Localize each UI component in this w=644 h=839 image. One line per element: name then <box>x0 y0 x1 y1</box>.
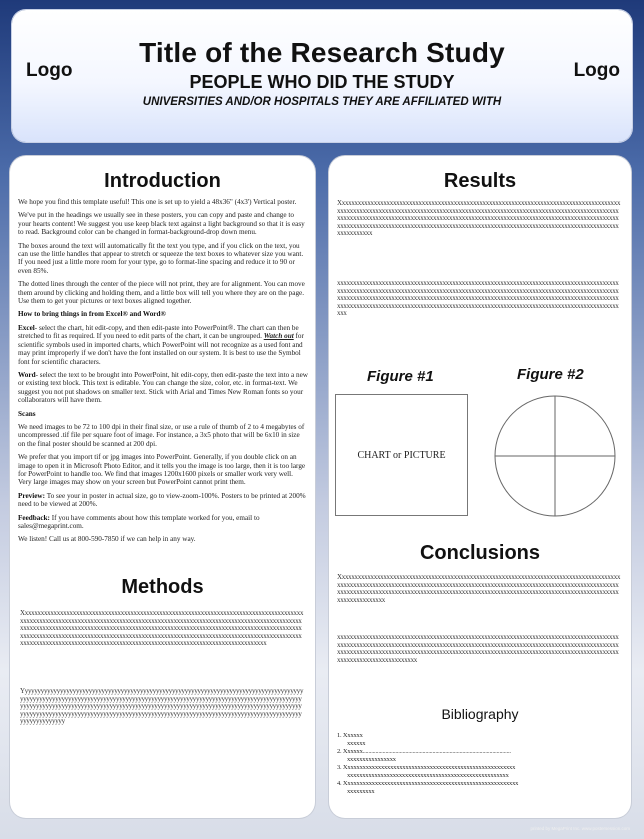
poster-affiliations: UNIVERSITIES AND/OR HOSPITALS THEY ARE AFFILIATED WITH <box>142 96 502 108</box>
methods-text-block-2: Yyyyyyyyyyyyyyyyyyyyyyyyyyyyyyyyyyyyyyyyyyyyyyyyyyyyyyyyyyyyyyyyyyyyyyyyyyyyyyyyyyyyyyyyyyyyyyyyyyyyyyyyyyyyyyyyyyyyyyyyyyyyyyyyyyyyyyyyyyyyyyyyyyyyyyyyyyyyyyyyyyyyyyyyyyyyyyyyyyyyyyyyyyyyyyyyyyyyyyyyyyyyyyyyyyyyyyyyyyyyyyyyyyyyyyyyyyyyyyyyyyyyyyyyyyyyyyyyyyyyyyyyyyyyyyyyyyyyyyyyyyyyyyyyyyyyyyyyyyyyyyyyyyyyyyyyyyyyyyyyyyyyyyyyyyyyyyyyyyyyyyyyyyyyyyyyyyyyyyyyyyyyyy <box>20 688 304 726</box>
conclusions-heading: Conclusions <box>419 542 540 564</box>
word-paragraph <box>18 371 308 405</box>
methods-heading: Methods <box>121 576 204 598</box>
results-heading: Results <box>443 170 517 192</box>
excel-text-2: for scientific symbols used in imported charts, which PowerPoint will not recognize as a used font and may print improperly if we don't have the font installed on our system. It is best to use the Symbol font for scientific characters. <box>18 332 304 366</box>
poster-header <box>12 10 632 142</box>
howto-heading: How to bring things in from Excel® and Word® <box>18 310 166 319</box>
bibliography-entry: 3. Xxxxxxxxxxxxxxxxxxxxxxxxxxxxxxxxxxxxxxxxxxxxxxxxxxxxxxxx <box>337 764 516 771</box>
watch-out-text: Watch out <box>263 332 294 341</box>
scans-heading: Scans <box>18 409 36 418</box>
figure-2-label: Figure #2 <box>517 366 584 383</box>
results-text-block-1: Xxxxxxxxxxxxxxxxxxxxxxxxxxxxxxxxxxxxxxxxxxxxxxxxxxxxxxxxxxxxxxxxxxxxxxxxxxxxxxxxxxxxxxxxxxxxxxxxxxxxxxxxxxxxxxxxxxxxxxxxxxxxxxxxxxxxxxxxxxxxxxxxxxxxxxxxxxxxxxxxxxxxxxxxxxxxxxxxxxxxxxxxxxxxxxxxxxxxxxxxxxxxxxxxxxxxxxxxxxxxxxxxxxxxxxxxxxxxxxxxxxxxxxxxxxxxxxxxxxxxxxxxxxxxxxxxxxxxxxxxxxxxxxxxxxxxxxxxxxxxxxxxxxxxxxxxxxxxxxxxxxxxxxxxxxxxxxxxxxxxxxxxxxxxxxxxxxxxxxxxxxx <box>337 200 621 238</box>
bibliography-entry: 1. Xxxxxx <box>337 732 363 739</box>
figure-1-placeholder <box>335 394 468 516</box>
feedback-paragraph <box>18 514 308 531</box>
intro-paragraph: The boxes around the text will automatically fit the text you type, and if you click on the text, you can use the little handles that appear to stretch or squeeze the text boxes to whatever size you want. If you need just a little more room for your type, go to format-line spacing and reduce it to 90 or even 85%. <box>18 241 304 275</box>
intro-paragraph: We hope you find this template useful! This one is set up to yield a 48x36" (4x3') Vertical poster. <box>18 198 297 206</box>
bibliography-entry-continuation: xxxxxxxxxxxxxxxx <box>347 756 396 763</box>
introduction-heading: Introduction <box>104 170 221 192</box>
bibliography-entry-continuation: xxxxxx <box>347 740 366 747</box>
preview-label: Preview: <box>18 491 46 500</box>
results-text-block-2: xxxxxxxxxxxxxxxxxxxxxxxxxxxxxxxxxxxxxxxxxxxxxxxxxxxxxxxxxxxxxxxxxxxxxxxxxxxxxxxxxxxxxxxxxxxxxxxxxxxxxxxxxxxxxxxxxxxxxxxxxxxxxxxxxxxxxxxxxxxxxxxxxxxxxxxxxxxxxxxxxxxxxxxxxxxxxxxxxxxxxxxxxxxxxxxxxxxxxxxxxxxxxxxxxxxxxxxxxxxxxxxxxxxxxxxxxxxxxxxxxxxxxxxxxxxxxxxxxxxxxxxxxxxxxxxxxxxxxxxxxxxxxxxxxxxxxxxxxxxxxxxxxxxxxxxxxxxxxxxxxxxxxxxxxxxxxxxxxxxxxxxxxxxxxxxxxxx <box>337 280 619 318</box>
logo-left: Logo <box>26 60 73 81</box>
poster-authors: PEOPLE WHO DID THE STUDY <box>189 72 455 92</box>
excel-paragraph <box>18 324 308 366</box>
intro-paragraph: We've put in the headings we usually see in these posters, you can copy and paste and change to your hearts content! We suggest you use keep black text against a light background so that it is easy to read. Background color can be changed in format-background-drop down menu. <box>18 211 305 237</box>
poster-title: Title of the Research Study <box>139 37 505 68</box>
figure-1-placeholder-text: CHART or PICTURE <box>357 449 446 461</box>
feedback-text: If you have comments about how this template worked for you, email to sales@megaprint.com. <box>18 513 260 530</box>
word-label: Word <box>18 370 36 379</box>
scans-paragraph: We need images to be 72 to 100 dpi in their final size, or use a rule of thumb of 2 to 4 megabytes of uncompressed .tif file per square foot of image. For instance, a 3x5 photo that will be 6x10 in size on the final poster should be scanned at 200 dpi. <box>18 422 305 448</box>
word-text: - select the text to be brought into PowerPoint, hit edit-copy, then edit-paste the text into a new or existing text block. This text is editable. You can change the size, color, etc. in format-text. We suggest you not put shadows on smaller text. Stick with Arial and Times New Roman fonts so your collaborators will have them. <box>18 370 308 405</box>
preview-paragraph <box>18 492 308 509</box>
bibliography-heading: Bibliography <box>441 706 519 722</box>
intro-paragraph: The dotted lines through the center of the piece will not print, they are for alignment. You can move them around by clicking and holding them, and a little box will tell you where they are on the page. Use them to get your pictures or text boxes aligned together. <box>18 280 305 306</box>
logo-right: Logo <box>573 60 620 81</box>
excel-text: - select the chart, hit edit-copy, and then edit-paste into PowerPoint®. The chart can then be stretched to fit as required. If you need to edit parts of the chart, it can be ungrouped. <box>18 323 299 341</box>
scans-paragraph: We prefer that you import tif or jpg images into PowerPoint. Generally, if you double click on an image to open it in Microsoft Photo Editor, and it tells you the image is too large, then it is too large for PowerPoint to handle too. We find that images 1200x1600 pixels or smaller work very well. Very large images may show on your screen but PowerPoint cannot print them. <box>18 453 306 487</box>
bibliography-entry: 2. Xxxxxx........................................................................................................ <box>337 748 511 755</box>
bibliography-entry: 4. Xxxxxxxxxxxxxxxxxxxxxxxxxxxxxxxxxxxxxxxxxxxxxxxxxxxxxxxxx <box>337 780 519 787</box>
bibliography-list <box>337 732 622 796</box>
excel-label: Excel <box>18 323 35 332</box>
conclusions-text-block-1: Xxxxxxxxxxxxxxxxxxxxxxxxxxxxxxxxxxxxxxxxxxxxxxxxxxxxxxxxxxxxxxxxxxxxxxxxxxxxxxxxxxxxxxxxxxxxxxxxxxxxxxxxxxxxxxxxxxxxxxxxxxxxxxxxxxxxxxxxxxxxxxxxxxxxxxxxxxxxxxxxxxxxxxxxxxxxxxxxxxxxxxxxxxxxxxxxxxxxxxxxxxxxxxxxxxxxxxxxxxxxxxxxxxxxxxxxxxxxxxxxxxxxxxxxxxxxxxxxxxxxxxxxxxxxxxxxxxxxxxx <box>337 574 621 604</box>
bibliography-entry-continuation: xxxxxxxxx <box>347 788 375 795</box>
figure-2-pie-placeholder <box>493 394 617 518</box>
right-column-panel <box>329 156 631 818</box>
conclusions-text-block-2: xxxxxxxxxxxxxxxxxxxxxxxxxxxxxxxxxxxxxxxxxxxxxxxxxxxxxxxxxxxxxxxxxxxxxxxxxxxxxxxxxxxxxxxxxxxxxxxxxxxxxxxxxxxxxxxxxxxxxxxxxxxxxxxxxxxxxxxxxxxxxxxxxxxxxxxxxxxxxxxxxxxxxxxxxxxxxxxxxxxxxxxxxxxxxxxxxxxxxxxxxxxxxxxxxxxxxxxxxxxxxxxxxxxxxxxxxxxxxxxxxxxxxxxxxxxxxxxxxxxxxxxxxxxxxxxxxxxxxxxxxxxxxxxxx <box>337 634 619 664</box>
printer-credit: printed by MegaPrint Inc. www.postersession.com <box>530 826 630 831</box>
introduction-body <box>18 198 308 549</box>
left-column-panel <box>10 156 315 818</box>
preview-text: To see your in poster in actual size, go to view-zoom-100%. Posters to be printed at 200% need to be viewed at 200%. <box>18 491 306 509</box>
feedback-label: Feedback: <box>18 513 50 522</box>
methods-text-block-1: Xxxxxxxxxxxxxxxxxxxxxxxxxxxxxxxxxxxxxxxxxxxxxxxxxxxxxxxxxxxxxxxxxxxxxxxxxxxxxxxxxxxxxxxxxxxxxxxxxxxxxxxxxxxxxxxxxxxxxxxxxxxxxxxxxxxxxxxxxxxxxxxxxxxxxxxxxxxxxxxxxxxxxxxxxxxxxxxxxxxxxxxxxxxxxxxxxxxxxxxxxxxxxxxxxxxxxxxxxxxxxxxxxxxxxxxxxxxxxxxxxxxxxxxxxxxxxxxxxxxxxxxxxxxxxxxxxxxxxxxxxxxxxxxxxxxxxxxxxxxxxxxxxxxxxxxxxxxxxxxxxxxxxxxxxxxxxxxxxxxxxxxxxxxxxxxxxxxxxxxxxxxxxxxxxxxxxxxxxxxxxxxxxxxxxxxxxxxxxxxxxxxxxxxxxxxxxxxxxxxxxxxxxxxxx <box>20 610 304 648</box>
bibliography-entry-continuation: xxxxxxxxxxxxxxxxxxxxxxxxxxxxxxxxxxxxxxxxxxxxxxxxxxxxx <box>347 772 509 779</box>
listen-paragraph: We listen! Call us at 800-590-7850 if we can help in any way. <box>18 535 196 544</box>
figure-1-label: Figure #1 <box>367 368 434 385</box>
